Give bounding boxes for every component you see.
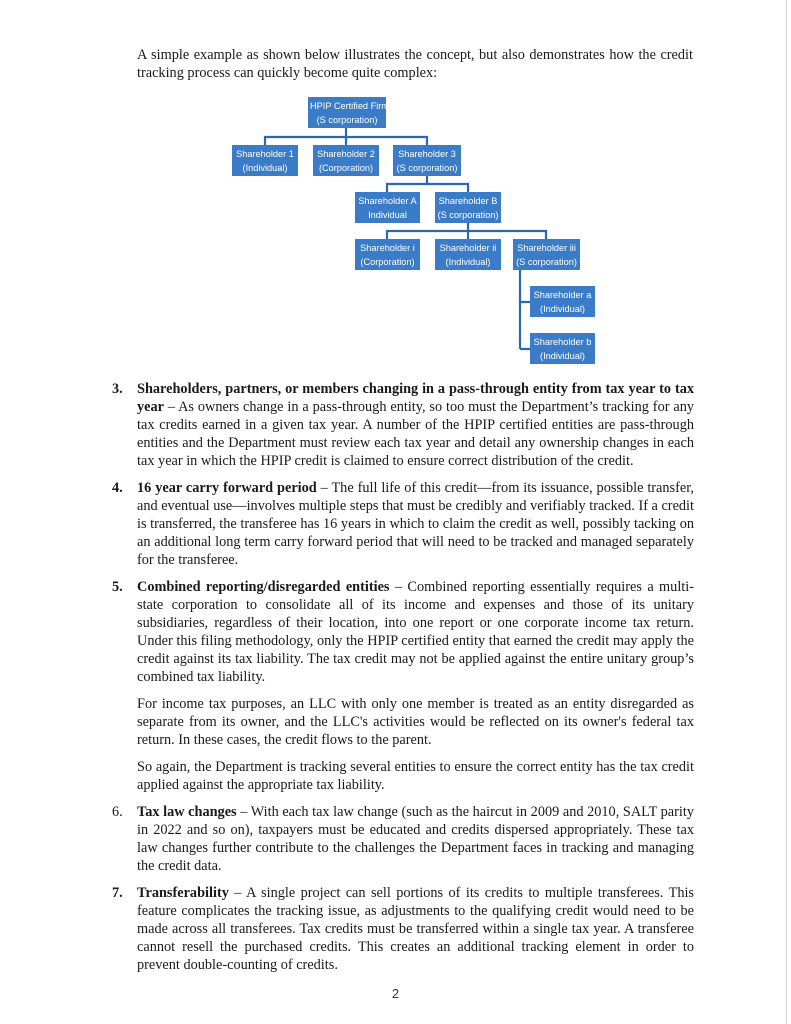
list-item-5 (112, 578, 694, 794)
item-paragraph: For income tax purposes, an LLC with only one member is treated as an entity disregarded as separate from its owner, and the LLC's activities would be reflected on its owner's federal tax return. In these cases, the credit flows to the parent. (137, 696, 694, 748)
item-number: 5. (112, 579, 123, 595)
node-shareholder-ii (435, 239, 501, 270)
node-shareholder-2 (313, 145, 379, 176)
node-sublabel: (Individual) (242, 162, 288, 173)
node-shareholder-iii (513, 239, 580, 270)
node-shareholder-3 (393, 145, 461, 176)
node-shareholder-b (435, 192, 501, 223)
node-sublabel: Individual (368, 209, 407, 220)
node-shareholder-lower-a (530, 286, 595, 317)
org-chart-connectors (0, 0, 791, 380)
node-label: Shareholder a (533, 289, 592, 300)
list-item-4 (112, 479, 694, 569)
item-term: Tax law changes (137, 804, 237, 820)
node-label: Shareholder ii (439, 242, 497, 253)
node-sublabel: (Corporation) (360, 256, 415, 267)
item-number: 7. (112, 885, 123, 901)
item-paragraph: So again, the Department is tracking several entities to ensure the correct entity has the tax credit applied against the appropriate tax liability. (137, 759, 694, 793)
node-sublabel: (Corporation) (318, 162, 374, 173)
list-item-3 (112, 380, 694, 470)
node-sublabel: (S corporation) (316, 114, 378, 125)
connector-siii-to-level4 (520, 270, 530, 349)
item-text: – A single project can sell portions of its credits to multiple transferees. This feature complicates the tracking issue, as adjustments to the qualifying credit would need to be made across all transferees. Tax credits must be transferred within a single tax year. A transferee cannot resell the purchased credits. This creates an additional tracking element in order to prevent double-counting of credits. (137, 885, 694, 973)
node-label: Shareholder A (358, 195, 417, 206)
item-text: – With each tax law change (such as the haircut in 2009 and 2010, SALT parity in 2022 and so on), taxpayers must be educated and credits dispersed appropriately. These tax law changes further contribute to the challenges the Department faces in tracking and managing the credit data. (137, 804, 694, 874)
item-text: – As owners change in a pass-through entity, so too must the Department’s tracking for any tax credits earned in a given tax year. A number of the HPIP certified entities are pass-through entities and the Department must review each tax year and detail any ownership changes in each tax year in which the HPIP credit is claimed to ensure correct distribution of the credit. (137, 399, 694, 469)
node-label: Shareholder 1 (236, 148, 294, 159)
item-number: 6. (112, 804, 123, 820)
node-shareholder-1 (232, 145, 298, 176)
node-sublabel: (Individual) (540, 303, 585, 314)
list-item-7 (112, 884, 694, 974)
item-number: 3. (112, 381, 123, 397)
item-text: – The full life of this credit—from its issuance, possible transfer, and eventual use—involves multiple steps that must be credibly and verifiably tracked. If a credit is transferred, the transferee has 16 years in which to claim the credit as well, possibly tacking on an additional long term carry forward period that will need to be tracked and managed separately for the transferee. (137, 480, 695, 568)
node-label: Shareholder i (360, 242, 415, 253)
node-label: Shareholder b (533, 336, 592, 347)
connector-root-to-level1 (265, 128, 427, 145)
node-label: Shareholder iii (517, 242, 576, 253)
item-text: – Combined reporting essentially requires a multi-state corporation to consolidate all of its income and expenses and those of its unitary subsidiaries, regardless of their location, into one report or one corporate income tax return. Under this filing methodology, only the HPIP certified entity that earned the credit may apply the credit against its tax liability. The tax credit may not be applied against the entire unitary group’s combined tax liability. (137, 579, 694, 685)
item-term: 16 year carry forward period (137, 480, 317, 496)
item-term: Shareholders, partners, or members changing in a pass-through entity from tax year to tax year (137, 381, 694, 415)
node-shareholder-i (355, 239, 420, 270)
page-number: 2 (391, 986, 400, 1001)
list-item-6 (112, 803, 694, 875)
node-sublabel: (S corporation) (516, 256, 577, 267)
node-label: Shareholder B (438, 195, 498, 206)
node-sublabel: (S corporation) (396, 162, 458, 173)
connector-s3-to-level2 (387, 176, 468, 192)
item-term: Combined reporting/disregarded entities (137, 579, 390, 595)
node-sublabel: (Individual) (540, 350, 585, 361)
node-sublabel: (Individual) (445, 256, 491, 267)
numbered-issue-list (112, 380, 694, 983)
node-shareholder-a (355, 192, 420, 223)
ownership-org-chart (0, 0, 791, 380)
node-sublabel: (S corporation) (437, 209, 499, 220)
node-label: Shareholder 3 (398, 148, 456, 159)
intro-paragraph: A simple example as shown below illustrates the concept, but also demonstrates how the credit tracking process can quickly become quite complex: (137, 47, 693, 81)
node-hpip-certified-firm (308, 97, 389, 128)
node-label: Shareholder 2 (317, 148, 375, 159)
node-shareholder-lower-b (530, 333, 595, 364)
item-number: 4. (112, 480, 123, 496)
node-label: HPIP Certified Firm (310, 100, 389, 111)
item-term: Transferability (137, 885, 229, 901)
connector-sb-to-level3 (387, 223, 546, 239)
